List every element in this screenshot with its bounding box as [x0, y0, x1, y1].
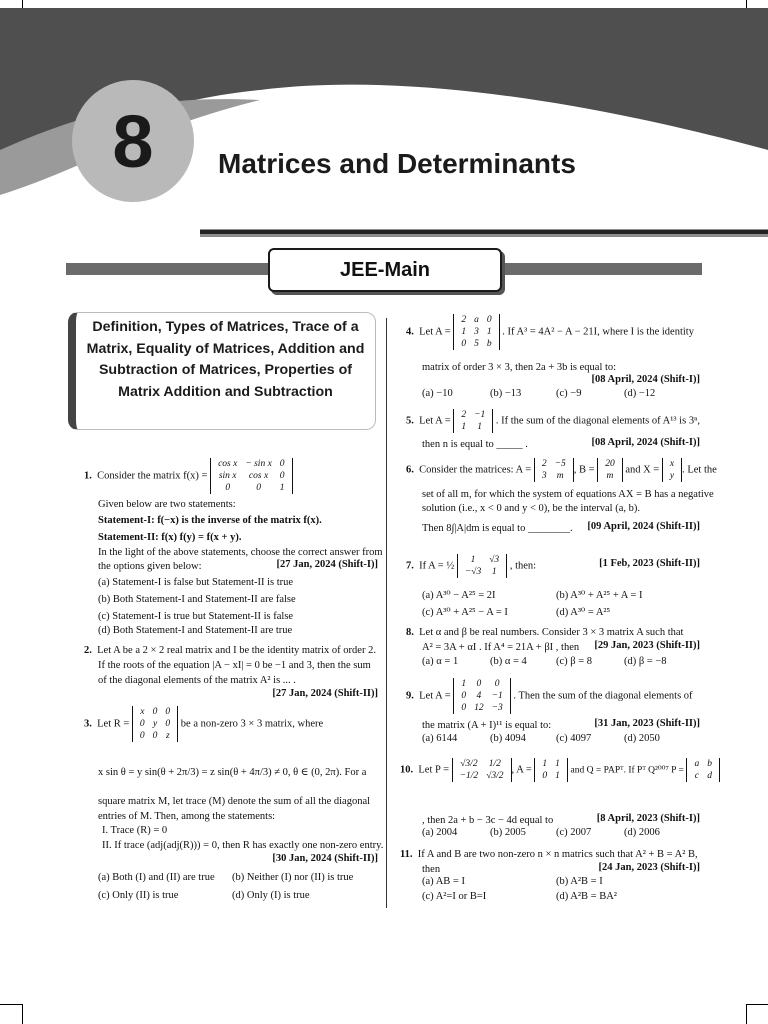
option: (c) Only (II) is true — [98, 890, 179, 901]
option: (b) A²B = I — [556, 876, 603, 887]
question-text: matrix of order 3 × 3, then 2a + 3b is equal to: — [422, 362, 617, 373]
option: (a) Statement-I is false but Statement-II is true — [98, 577, 294, 588]
question-text: Let A = — [419, 415, 451, 427]
option: (c) A³⁰ + A²⁵ − A = I — [422, 607, 508, 618]
question-text: entries of M. Then, among the statements: — [98, 811, 276, 822]
question-number: 6. — [406, 464, 414, 476]
question-number: 8. — [406, 627, 414, 638]
crop-mark — [746, 1004, 768, 1005]
option: (b) A³⁰ + A²⁵ + A = I — [556, 590, 643, 601]
question-text: In the light of the above statements, choose the correct answer from — [98, 547, 383, 558]
question-text: Let P = — [418, 764, 449, 776]
option: (a) AB = I — [422, 876, 465, 887]
question-text: then n is equal to _____ . — [422, 439, 528, 450]
statement: I. Trace (R) = 0 — [102, 825, 168, 836]
question-number: 2. — [84, 645, 92, 656]
question-number: 10. — [400, 764, 414, 776]
question-text: If the roots of the equation |A − xI| = 0 be −1 and 3, then the sum — [98, 660, 371, 671]
statement: Statement-II: f(x) f(y) = f(x + y). — [98, 532, 242, 543]
question-11 — [400, 847, 698, 862]
matrix: 2 a 0 1 3 1 0 5 b — [453, 314, 499, 350]
question-text: Consider the matrices: A = — [419, 464, 532, 476]
option: (b) Both Statement-I and Statement-II are false — [98, 594, 296, 605]
option: (c) Statement-I is true but Statement-II is false — [98, 611, 294, 622]
exam-source: [1 Feb, 2023 (Shift-II)] — [599, 558, 700, 569]
option: (d) −12 — [624, 388, 656, 399]
statement: Statement-I: f(−x) is the inverse of the matrix f(x). — [98, 515, 322, 526]
question-text: and Q = PAPᵀ. If Pᵀ Q²⁰⁰⁷ P = — [570, 765, 684, 776]
matrix: 2 −5 3 m — [534, 458, 574, 482]
option: (c) A²=I or B=I — [422, 891, 487, 902]
question-text: . If the sum of the diagonal elements of A¹³ is 3ⁿ, — [495, 415, 700, 427]
question-3 — [84, 706, 323, 742]
question-text: If A and B are two non-zero n × n matrics such that A² + B = A² B, — [417, 849, 698, 860]
chapter-title: Matrices and Determinants — [218, 148, 576, 179]
question-text: Let A = — [419, 326, 451, 338]
exam-source: [29 Jan, 2023 (Shift-II)] — [594, 640, 700, 651]
matrix: 20 m — [597, 458, 623, 482]
option: (d) Both Statement-I and Statement-II are true — [98, 625, 293, 636]
exam-source: [8 April, 2023 (Shift-I)] — [596, 813, 700, 824]
option: (d) Only (I) is true — [232, 890, 310, 901]
matrix: 1 1 0 1 — [534, 758, 568, 782]
matrix: a b c d — [686, 758, 720, 782]
option: (d) 2006 — [624, 827, 660, 838]
question-10 — [400, 758, 720, 782]
matrix: cos x − sin x 0 sin x cos x 0 0 0 1 — [210, 458, 292, 494]
option: (d) 2050 — [624, 733, 660, 744]
question-number: 4. — [406, 326, 414, 338]
question-number: 11. — [400, 849, 413, 860]
question-text: Let α and β be real numbers. Consider 3 × 3 matrix A such that — [419, 627, 684, 638]
option: (b) 4094 — [490, 733, 526, 744]
exam-source: [27 Jan, 2024 (Shift-I)] — [276, 559, 378, 570]
exam-source: [31 Jan, 2023 (Shift-II)] — [594, 718, 700, 729]
option: (b) 2005 — [490, 827, 526, 838]
question-text: the matrix (A + I)¹¹ is equal to: — [422, 720, 552, 731]
matrix: √3/2 1/2 −1/2 √3/2 — [452, 758, 512, 782]
question-text: , B = — [573, 464, 595, 476]
question-text: Consider the matrix f(x) = — [97, 470, 208, 482]
option: (d) A³⁰ = A²⁵ — [556, 607, 611, 618]
question-text: be a non-zero 3 × 3 matrix, where — [180, 718, 324, 730]
option: (a) −10 — [422, 388, 453, 399]
question-5 — [406, 409, 700, 433]
option: (a) A³⁰ − A²⁵ = 2I — [422, 590, 496, 601]
crop-mark — [746, 1004, 747, 1024]
question-text: solution (i.e., x < 0 and y < 0), be the interval (a, b). — [422, 503, 640, 514]
question-text: and X = — [625, 464, 660, 476]
question-text: If A = ½ — [419, 560, 455, 572]
matrix: 2 −1 1 1 — [453, 409, 493, 433]
matrix: 1 √3 −√3 1 — [457, 554, 507, 578]
question-text: Let A = — [419, 690, 451, 702]
question-1 — [84, 458, 293, 494]
option: (a) 2004 — [422, 827, 458, 838]
question-text: , A = — [511, 764, 532, 776]
exam-source: [30 Jan, 2024 (Shift-II)] — [272, 853, 378, 864]
question-text: A² = 3A + αI . If A⁴ = 21A + βI , then — [422, 642, 580, 653]
question-9 — [406, 678, 693, 714]
option: (a) α = 1 — [422, 656, 459, 667]
question-text: Given below are two statements: — [98, 499, 236, 510]
option: (b) α = 4 — [490, 656, 527, 667]
question-text: . Let the — [682, 464, 717, 476]
question-text: the options given below: — [98, 561, 202, 572]
question-text: Then 8∫|A|dm is equal to ________. — [422, 523, 573, 534]
question-text: set of all m, for which the system of equations AX = B has a negative — [422, 489, 714, 500]
crop-mark — [22, 1004, 23, 1024]
option: (b) Neither (I) nor (II) is true — [232, 872, 354, 883]
option: (c) 2007 — [556, 827, 592, 838]
statement: II. If trace (adj(adj(R))) = 0, then R has exactly one non-zero entry. — [102, 840, 384, 851]
question-number: 3. — [84, 718, 92, 730]
option: (c) −9 — [556, 388, 582, 399]
question-text: of the diagonal elements of the matrix A² is ... . — [98, 675, 296, 686]
question-number: 1. — [84, 470, 92, 482]
question-text: Let R = — [97, 718, 130, 730]
question-number: 7. — [406, 560, 414, 572]
option: (a) Both (I) and (II) are true — [98, 872, 215, 883]
exam-source: [08 April, 2024 (Shift-I)] — [591, 437, 700, 448]
question-6 — [406, 458, 717, 482]
section-label: JEE-Main — [268, 248, 502, 292]
chapter-number: 8 — [72, 80, 194, 202]
matrix: x y — [662, 458, 682, 482]
question-text: Let A be a 2 × 2 real matrix and I be the identity matrix of order 2. — [97, 645, 376, 656]
question-text: , then 2a + b − 3c − 4d equal to — [422, 815, 554, 826]
exam-source: [27 Jan, 2024 (Shift-II)] — [272, 688, 378, 699]
question-number: 9. — [406, 690, 414, 702]
column-divider — [386, 318, 387, 908]
exam-source: [24 Jan, 2023 (Shift-I)] — [598, 862, 700, 873]
question-text: . If A³ = 4A² − A − 21I, where I is the identity — [502, 326, 694, 338]
question-4 — [406, 314, 694, 350]
option: (b) −13 — [490, 388, 522, 399]
topic-heading: Definition, Types of Matrices, Trace of a Matrix, Equality of Matrices, Addition and Subtraction of Matrices, Properties of Matrix Addition and Subtraction — [68, 312, 376, 430]
question-8 — [406, 625, 683, 640]
question-2 — [84, 643, 376, 658]
matrix: 1 0 0 0 4 −1 0 12 −3 — [453, 678, 510, 714]
exam-source: [09 April, 2024 (Shift-II)] — [587, 521, 700, 532]
option: (c) β = 8 — [556, 656, 593, 667]
question-text: then — [422, 864, 441, 875]
option: (d) A²B = BA² — [556, 891, 617, 902]
question-text: , then: — [509, 560, 537, 572]
exam-source: [08 April, 2024 (Shift-I)] — [591, 374, 700, 385]
equation: x sin θ = y sin(θ + 2π/3) = z sin(θ + 4π/3) ≠ 0, θ ∈ (0, 2π). For a — [98, 767, 367, 778]
option: (d) β = −8 — [624, 656, 667, 667]
question-text: . Then the sum of the diagonal elements of — [513, 690, 693, 702]
question-text: square matrix M, let trace (M) denote the sum of all the diagonal — [98, 796, 371, 807]
option: (a) 6144 — [422, 733, 458, 744]
crop-mark — [0, 1004, 22, 1005]
matrix: x 0 0 0 y 0 0 0 z — [132, 706, 178, 742]
option: (c) 4097 — [556, 733, 592, 744]
question-number: 5. — [406, 415, 414, 427]
question-7 — [406, 554, 536, 578]
